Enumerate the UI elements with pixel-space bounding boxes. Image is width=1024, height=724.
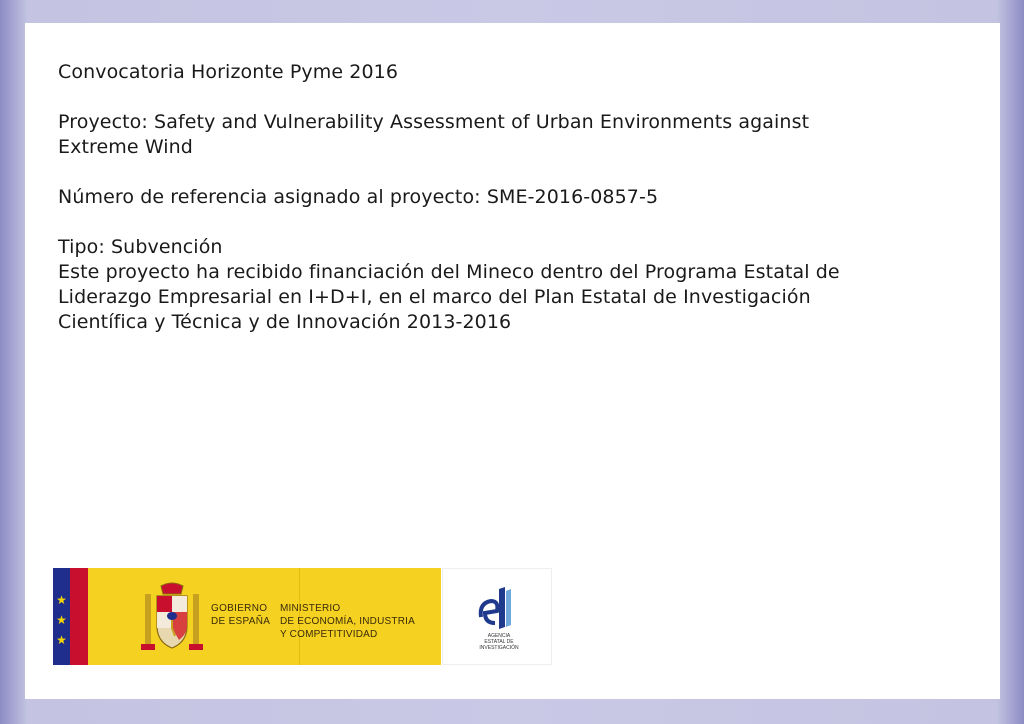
funding-line1: Este proyecto ha recibido financiación del Mineco dentro del Programa Estatal de [58,261,840,283]
document-text [58,60,968,335]
gobierno-label: GOBIERNO DE ESPAÑA [211,603,271,627]
eu-stars-icon: ★ ★ ★ [56,593,67,647]
funding-line2: Liderazgo Empresarial en I+D+I, en el marco del Plan Estatal de Investigación [58,286,811,308]
agency-logo [442,568,552,665]
project-title-line1: Proyecto: Safety and Vulnerability Assessment of Urban Environments against [58,111,810,133]
spain-flag-strip [70,568,88,665]
funding-line3: Científica y Técnica y de Innovación 2013-2016 [58,311,512,333]
eu-flag-strip [53,568,70,665]
project-title-line2: Extreme Wind [58,136,193,158]
coat-of-arms-icon [139,580,205,656]
call-title: Convocatoria Horizonte Pyme 2016 [58,61,399,83]
funding-logos [53,568,553,665]
reference-number: Número de referencia asignado al proyecto: SME-2016-0857-5 [58,186,659,208]
grant-type: Tipo: Subvención [58,236,223,258]
ministerio-label: MINISTERIO DE ECONOMÍA, INDUSTRIA Y COMPETITIVIDAD [280,603,415,640]
document-page [25,23,1000,699]
agency-label: AGENCIA ESTATAL DE INVESTIGACIÓN [479,633,519,651]
aei-logo-icon [475,583,515,633]
